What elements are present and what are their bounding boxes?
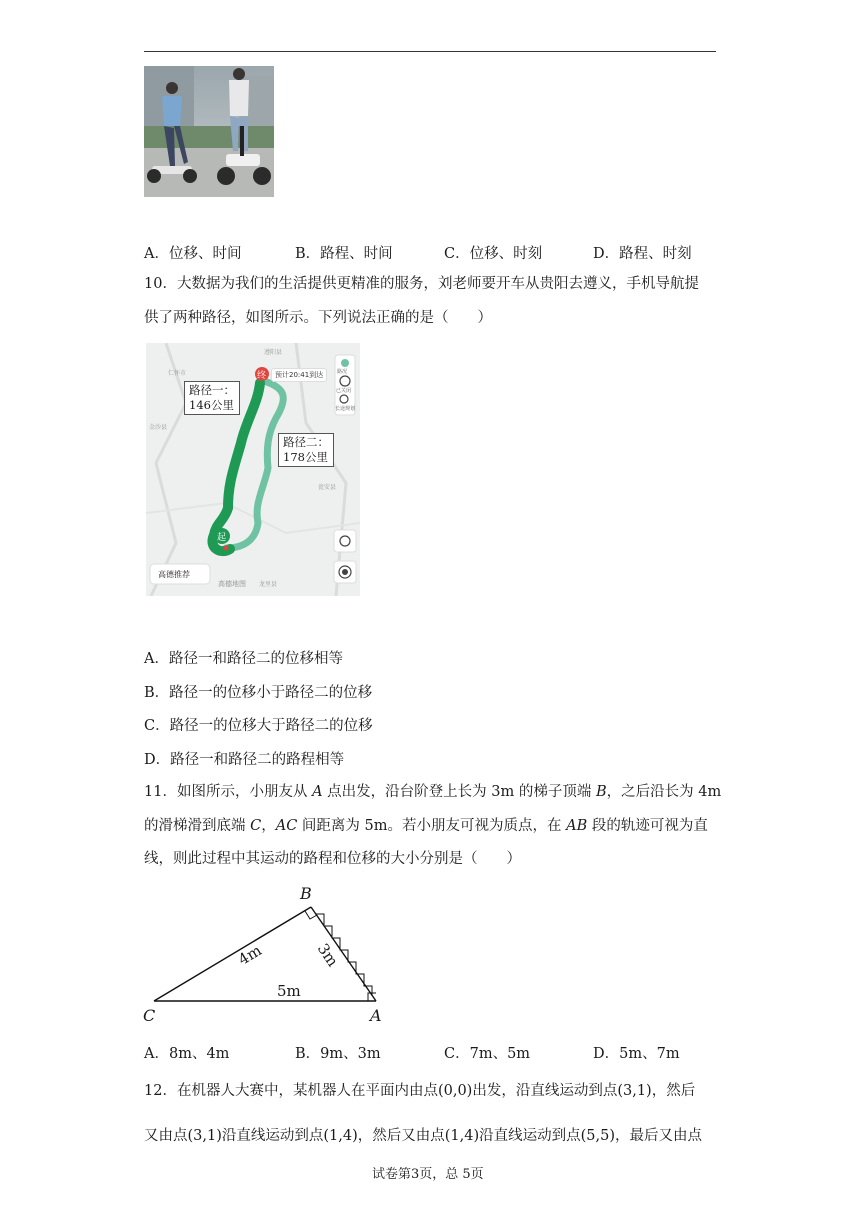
q12-point-3: (3,1) [187,1128,222,1144]
q11-point-a: A [312,784,323,800]
segway-photo [144,66,274,197]
q11-option-d: D．5m、7m [593,1046,680,1062]
map-place-2: 仁怀市 [168,370,187,377]
triangle-label-b: B [300,884,312,903]
q11-text-7: 段的轨迹可视为直 [587,818,708,834]
q11-text-4: 的滑梯滑到底端 [144,818,251,834]
route2-label-line2: 178公里 [283,450,328,464]
q12-text-1: 12．在机器人大赛中，某机器人在平面内由点 [144,1083,438,1099]
q10-option-c: C．路径一的位移大于路径二的位移 [144,718,373,734]
map-place-3: 金沙县 [149,424,168,431]
triangle-length-ab: 3m [313,940,343,970]
map-bottom-button: 高德推荐 [158,570,190,579]
map-place-5: 龙里县 [259,581,278,588]
q12-stem-line1 [144,1081,695,1101]
q10-option-a: A．路径一和路径二的位移相等 [144,651,343,667]
map-side-traffic: 路况 [337,369,348,375]
q11-stem-line3: 线，则此过程中其运动的路程和位移的大小分别是（ ） [144,851,521,867]
map-start-label: 起 [217,533,227,543]
q11-point-b: B [595,784,607,800]
q12-point-5: (1,4) [444,1128,480,1144]
triangle-label-c: C [143,1006,156,1025]
q12-text-2: 出发，沿直线运动到点 [472,1083,618,1099]
header-rule [144,51,716,52]
q11-text-3: ，之后沿长为 4m [606,784,722,800]
q10-option-b: B．路径一的位移小于路径二的位移 [144,685,373,701]
q12-text-3: ，然后 [651,1083,696,1099]
q11-option-a: A．8m、4m [144,1046,230,1062]
q11-stem-line2 [144,816,708,836]
route2-label-line1: 路径二： [283,435,329,449]
q9-option-c: C．位移、时刻 [444,246,543,262]
route1-label-line1: 路径一： [189,383,235,397]
q9-option-d: D．路程、时刻 [593,246,692,262]
q12-point-2: (3,1) [617,1083,652,1099]
q12-point-6: (5,5) [580,1128,615,1144]
q12-text-4: 又由点 [144,1128,188,1144]
q11-text-5: ， [261,818,276,834]
q11-option-b: B．9m、3m [295,1046,381,1062]
q10-stem-line1: 10．大数据为我们的生活提供更精准的服务，刘老师要开车从贵阳去遵义，手机导航提 [144,276,699,292]
q12-stem-line2 [144,1126,702,1146]
map-eta-badge: 预计20:41到达 [271,368,327,382]
map-place-4: 瓮安县 [318,484,337,491]
map-brand: 高德地图 [218,580,246,588]
q11-stem-line1 [144,782,721,802]
q12-point-1: (0,0) [437,1083,473,1099]
triangle-figure [140,884,390,1024]
triangle-length-cb: 4m [235,941,265,969]
q12-point-4: (1,4) [323,1128,358,1144]
q12-text-7: 沿直线运动到点 [479,1128,581,1144]
q12-text-5: 沿直线运动到点 [221,1128,324,1144]
q10-option-d: D．路径一和路径二的路程相等 [144,752,345,768]
page-footer: 试卷第3页，总 5页 [372,1167,484,1182]
q11-text-2: 点出发，沿台阶登上长为 3m 的梯子顶端 [322,784,596,800]
map-place-1: 遵阳县 [264,349,283,356]
q11-segment-ab: AB [566,818,588,834]
q11-option-c: C．7m、5m [444,1046,531,1062]
q11-text-6: 间距离为 5m。若小朋友可视为质点，在 [297,818,567,834]
q12-text-6: ，然后又由点 [357,1128,445,1144]
q11-point-c: C [250,818,262,834]
map-side-longplan: 长途规划 [335,406,356,412]
q9-option-b: B．路程、时间 [295,246,393,262]
q12-text-8: ，最后又由点 [615,1128,702,1144]
triangle-length-ca: 5m [277,982,301,1000]
q9-option-a: A．位移、时间 [144,246,242,262]
q11-text-1: 11．如图所示，小朋友从 [144,784,313,800]
q10-stem-line2: 供了两种路径，如图所示。下列说法正确的是（ ） [144,310,492,326]
route2-label [278,433,334,467]
navigation-map [146,343,360,596]
map-side-closed: 已关闭 [336,388,352,394]
q11-segment-ac: AC [275,818,298,834]
triangle-label-a: A [370,1006,382,1025]
route1-label-line2: 146公里 [189,398,234,412]
route1-label [184,381,240,415]
map-end-label: 终 [257,371,267,381]
